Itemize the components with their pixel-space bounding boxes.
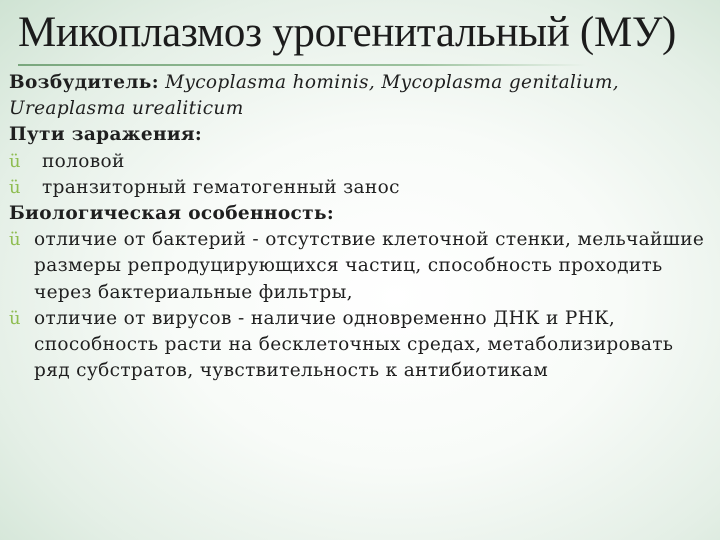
biology-text: отличие от вирусов - наличие одновременно ДНК и РНК, способность расти на бесклеточных средах, метаболизировать ряд субстратов, чувствительность к антибиотикам bbox=[34, 307, 674, 382]
route-text: транзиторный гематогенный занос bbox=[42, 176, 400, 198]
route-text: половой bbox=[42, 150, 125, 172]
checkmark-icon: ü bbox=[9, 150, 21, 172]
biology-item-bacteria bbox=[9, 227, 713, 306]
route-item-sexual bbox=[9, 149, 713, 175]
checkmark-icon: ü bbox=[9, 176, 21, 198]
pathogen-value-1: Mycoplasma hominis, Mycoplasma genitalium, bbox=[165, 72, 619, 93]
checkmark-icon: ü bbox=[9, 229, 21, 251]
title-underline bbox=[18, 64, 586, 66]
checkmark-icon: ü bbox=[9, 307, 21, 329]
route-item-hematogenous bbox=[9, 175, 713, 201]
pathogen-label: Возбудитель: bbox=[9, 72, 159, 93]
routes-label: Пути заражения: bbox=[9, 124, 203, 146]
pathogen-line bbox=[9, 70, 713, 96]
biology-text: отличие от бактерий - отсутствие клеточной стенки, мельчайшие размеры репродуцирующихся частиц, способность проходить через бактериальные фильтры, bbox=[34, 229, 705, 303]
slide-title: Микоплазмоз урогенитальный (МУ) bbox=[18, 9, 677, 56]
biology-item-viruses bbox=[9, 306, 713, 385]
pathogen-value-2: Ureaplasma urealiticum bbox=[9, 98, 244, 120]
biology-label: Биологическая особенность: bbox=[9, 203, 335, 225]
slide-content bbox=[9, 70, 713, 384]
